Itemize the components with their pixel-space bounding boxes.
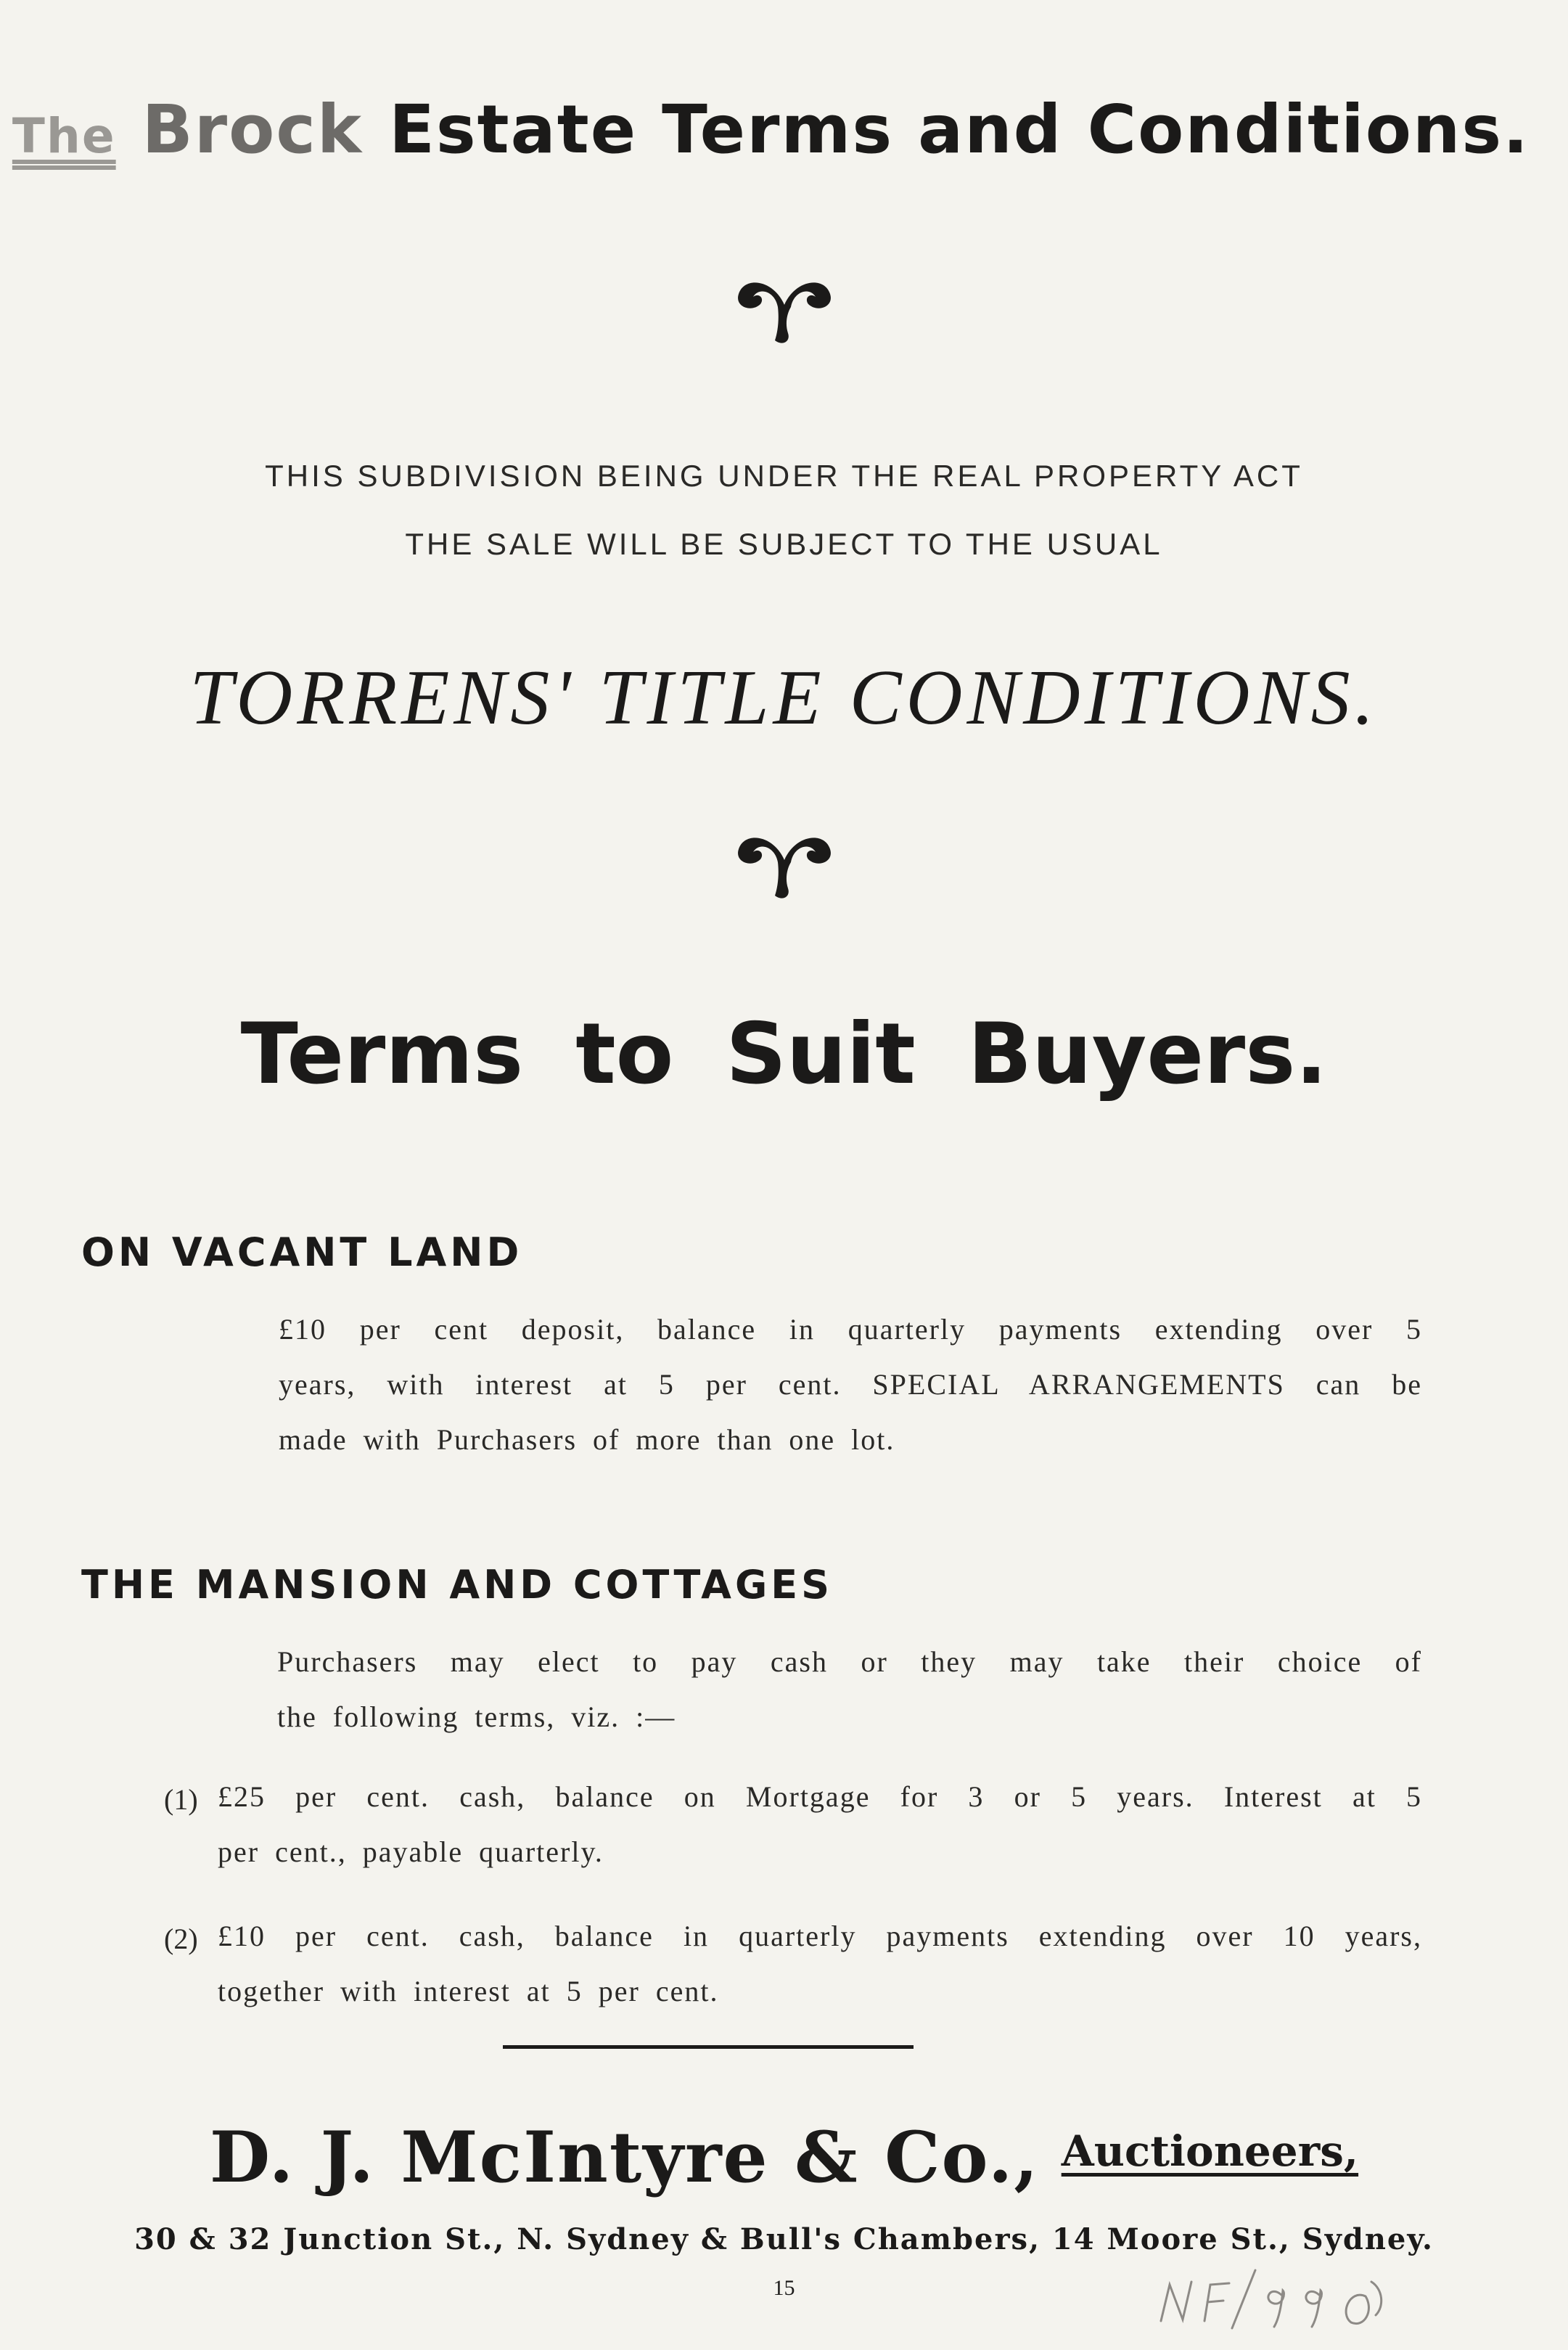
term-2-paragraph bbox=[218, 1909, 1422, 2019]
firm-address: 30 & 32 Junction St., N. Sydney & Bull's Chambers, 14 Moore St., Sydney. bbox=[134, 2222, 1434, 2256]
torrens-title-heading: TORRENS' TITLE CONDITIONS. bbox=[189, 655, 1379, 741]
intro-line-1: THIS SUBDIVISION BEING UNDER THE REAL PROPERTY ACT bbox=[265, 459, 1303, 493]
term-number: (1) bbox=[164, 1783, 198, 1816]
page-title bbox=[0, 91, 1568, 168]
paragraph-line: together with interest at 5 per cent. bbox=[218, 1975, 719, 2007]
paragraph-line: Purchasers may elect to pay cash or they may take their choice of bbox=[277, 1645, 1422, 1678]
intro-line-2: THE SALE WILL BE SUBJECT TO THE USUAL bbox=[405, 527, 1163, 561]
title-word-brock: Brock bbox=[141, 91, 364, 168]
paragraph-line: the following terms, viz. :— bbox=[277, 1700, 676, 1733]
paragraph-line: per cent., payable quarterly. bbox=[218, 1835, 604, 1868]
terms-headline bbox=[0, 1005, 1568, 1103]
headline-word: Suit bbox=[726, 1005, 916, 1103]
paragraph-line: years, with interest at 5 per cent. SPECIAL ARRANGEMENTS can be bbox=[279, 1368, 1422, 1401]
mansion-cottages-heading: THE MANSION AND COTTAGES bbox=[81, 1562, 834, 1608]
auctioneer-line bbox=[0, 2116, 1568, 2198]
title-word-the: The bbox=[12, 108, 116, 164]
vacant-land-paragraph bbox=[279, 1302, 1422, 1467]
fleuron-icon bbox=[730, 265, 839, 352]
fleuron-icon bbox=[730, 820, 839, 907]
fleuron-ornament-top bbox=[0, 265, 1568, 352]
firm-name: D. J. McIntyre & Co., bbox=[209, 2116, 1040, 2198]
fleuron-ornament-middle bbox=[0, 820, 1568, 907]
handwritten-catalogue-note bbox=[1154, 2256, 1386, 2335]
mansion-intro-paragraph bbox=[277, 1634, 1422, 1745]
vacant-land-heading: ON VACANT LAND bbox=[81, 1229, 523, 1275]
headline-word: Terms bbox=[240, 1005, 524, 1103]
paragraph-line: £25 per cent. cash, balance on Mortgage for 3 or 5 years. Interest at 5 bbox=[218, 1780, 1422, 1813]
term-1-paragraph bbox=[218, 1769, 1422, 1880]
paragraph-line: £10 per cent. cash, balance in quarterly payments extending over 10 years, bbox=[218, 1920, 1422, 1952]
headline-word: to bbox=[575, 1005, 674, 1103]
paragraph-line: £10 per cent deposit, balance in quarterly payments extending over 5 bbox=[279, 1313, 1422, 1346]
firm-role: Auctioneers, bbox=[1061, 2126, 1359, 2176]
paragraph-line: made with Purchasers of more than one lot. bbox=[279, 1423, 895, 1456]
title-rest: Estate Terms and Conditions. bbox=[389, 91, 1530, 168]
page-number: 15 bbox=[773, 2276, 795, 2300]
term-number: (2) bbox=[164, 1923, 198, 1955]
divider-rule bbox=[503, 2045, 914, 2049]
headline-word: Buyers. bbox=[967, 1005, 1328, 1103]
